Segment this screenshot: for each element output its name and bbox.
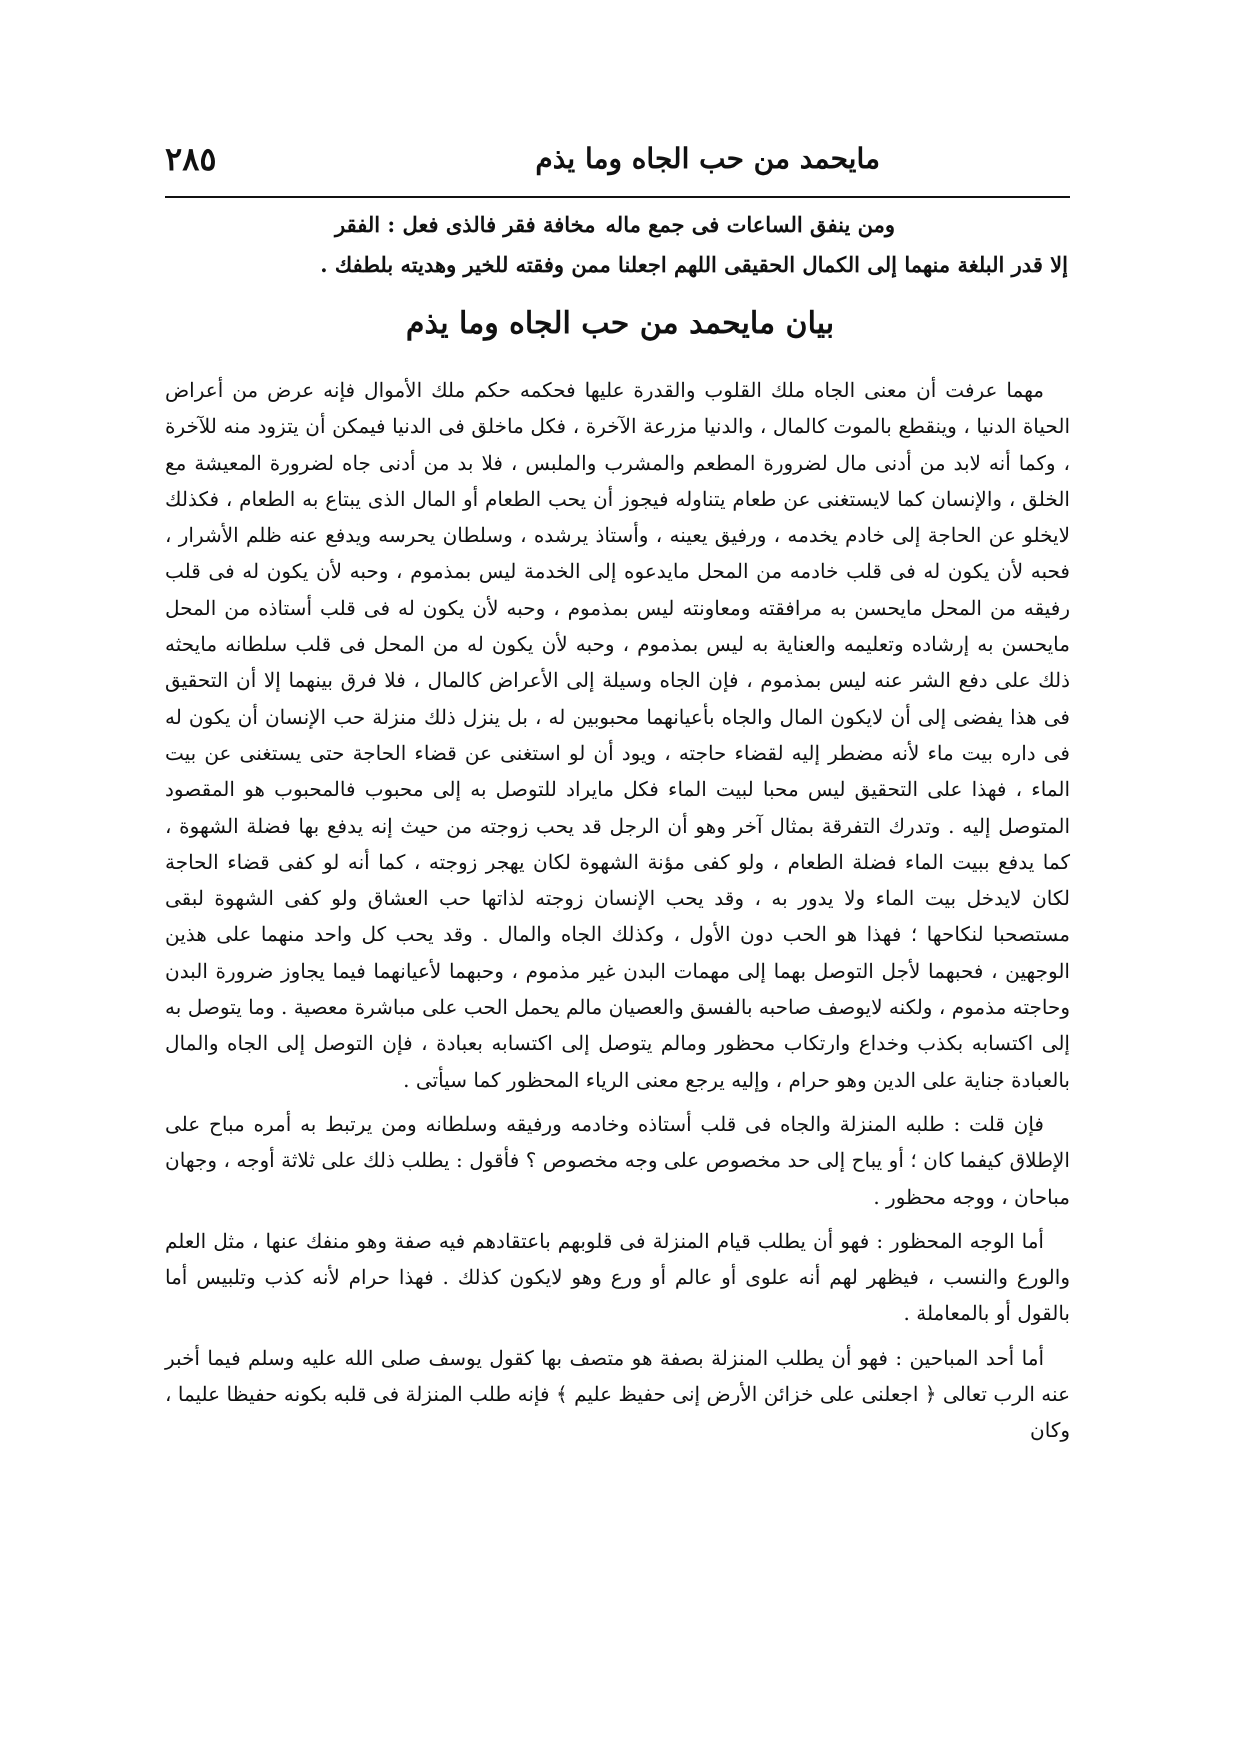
paragraph: فإن قلت : طلبه المنزلة والجاه فى قلب أستاذه وخادمه ورفيقه وسلطانه ومن يرتبط به أمره مباح على الإطلاق كيفما كان ؛ أو يباح إلى حد مخصوص على وجه مخصوص ؟ فأقول : يطلب ذلك على ثلاثة أوجه ، وجهان مباحان ، ووجه محظور .: [165, 1111, 1070, 1209]
verse-second-hemistich: مخافة فقر فالذى فعل : الفقر: [335, 212, 596, 237]
closing-prayer-line: إلا قدر البلغة منهما إلى الكمال الحقيقى اللهم اجعلنا ممن وفقته للخير وهديته بلطفك .: [320, 252, 1068, 277]
paragraph: أما أحد المباحين : فهو أن يطلب المنزلة بصفة هو متصف بها كقول يوسف صلى الله عليه وسلم فيما أخبر عنه الرب تعالى ﴿ اجعلنى على خزائن الأرض إنى حفيظ عليم ﴾ فإنه طلب المنزلة فى قلبه بكونه حفيظا عليما ، وكان: [165, 1345, 1070, 1443]
poetry-verse: [335, 212, 895, 248]
body-text: [165, 372, 1070, 1449]
page-number: ٢٨٥: [165, 140, 217, 178]
page-header: [165, 140, 1070, 192]
paragraph: أما الوجه المحظور : فهو أن يطلب قيام المنزلة فى قلوبهم باعتقادهم فيه صفة وهو منفك عنها ، مثل العلم والورع والنسب ، فيظهر لهم أنه علوى أو عالم أو ورع وهو لايكون كذلك . فهذا حرام لأنه كذب وتلبيس أما بالقول أو بالمعاملة .: [165, 1228, 1070, 1326]
running-title: مايحمد من حب الجاه وما يذم: [535, 142, 880, 175]
paragraph: مهما عرفت أن معنى الجاه ملك القلوب والقدرة عليها فحكمه حكم ملك الأموال فإنه عرض من أعراض الحياة الدنيا ، وينقطع بالموت كالمال ، والدنيا مزرعة الآخرة ، فكل ماخلق فى الدنيا فيمكن أن يتزود منه للآخرة ، وكما أنه لابد من أدنى مال لضرورة المطعم والمشرب والملبس ، فلا بد من أدنى جاه لضرورة المعيشة مع الخلق ، والإنسان كما لايستغنى عن طعام يتناوله فيجوز أن يحب الطعام أو المال الذى يبتاع به الطعام ، فكذلك لايخلو عن الحاجة إلى خادم يخدمه ، ورفيق يعينه ، وأستاذ يرشده ، وسلطان يحرسه ويدفع عنه ظلم الأشرار ، فحبه لأن يكون له فى قلب خادمه من المحل مايدعوه إلى الخدمة ليس بمذموم ، وحبه لأن يكون له فى قلب رفيقه من المحل مايحسن به مرافقته ومعاونته ليس بمذموم ، وحبه لأن يكون له فى قلب أستاذه من المحل مايحسن به إرشاده وتعليمه والعناية به ليس بمذموم ، وحبه لأن يكون له من المحل فى قلب سلطانه مايحثه ذلك على دفع الشر عنه ليس بمذموم ، فإن الجاه وسيلة إلى الأعراض كالمال ، فلا فرق بينهما إلا أن التحقيق فى هذا يفضى إلى أن لايكون المال والجاه بأعيانهما محبوبين له ، بل ينزل ذلك منزلة حب الإنسان أن يكون له فى داره بيت ماء لأنه مضطر إليه لقضاء حاجته ، ويود أن لو استغنى عن قضاء الحاجة حتى يستغنى عن بيت الماء ، فهذا على التحقيق ليس محبا لبيت الماء فكل مايراد للتوصل به إلى محبوب فالمحبوب هو المقصود المتوصل إليه . وتدرك التفرقة بمثال آخر وهو أن الرجل قد يحب زوجته من حيث إنه يدفع بها فضلة الشهوة ، كما يدفع ببيت الماء فضلة الطعام ، ولو كفى مؤنة الشهوة لكان يهجر زوجته ، كما أنه لو كفى قضاء الحاجة لكان لايدخل بيت الماء ولا يدور به ، وقد يحب الإنسان زوجته لذاتها حب العشاق ولو كفى الشهوة لبقى مستصحبا لنكاحها ؛ فهذا هو الحب دون الأول ، وكذلك الجاه والمال . وقد يحب كل واحد منهما على هذين الوجهين ، فحبهما لأجل التوصل بهما إلى مهمات البدن غير مذموم ، وحبهما لأعيانهما فيما يجاوز ضرورة البدن وحاجته مذموم ، ولكنه لايوصف صاحبه بالفسق والعصيان مالم يحمل الحب على مباشرة معصية . وما يتوصل به إلى اكتسابه بكذب وخداع وارتكاب محظور ومالم يتوصل إلى اكتسابه بعبادة ، فإن التوصل إلى الجاه والمال بالعبادة جناية على الدين وهو حرام ، وإليه يرجع معنى الرياء المحظور كما سيأتى .: [165, 378, 1071, 1092]
section-heading: بيان مايحمد من حب الجاه وما يذم: [405, 306, 835, 341]
verse-first-hemistich: ومن ينفق الساعات فى جمع ماله: [605, 212, 895, 237]
header-rule: [165, 196, 1070, 198]
